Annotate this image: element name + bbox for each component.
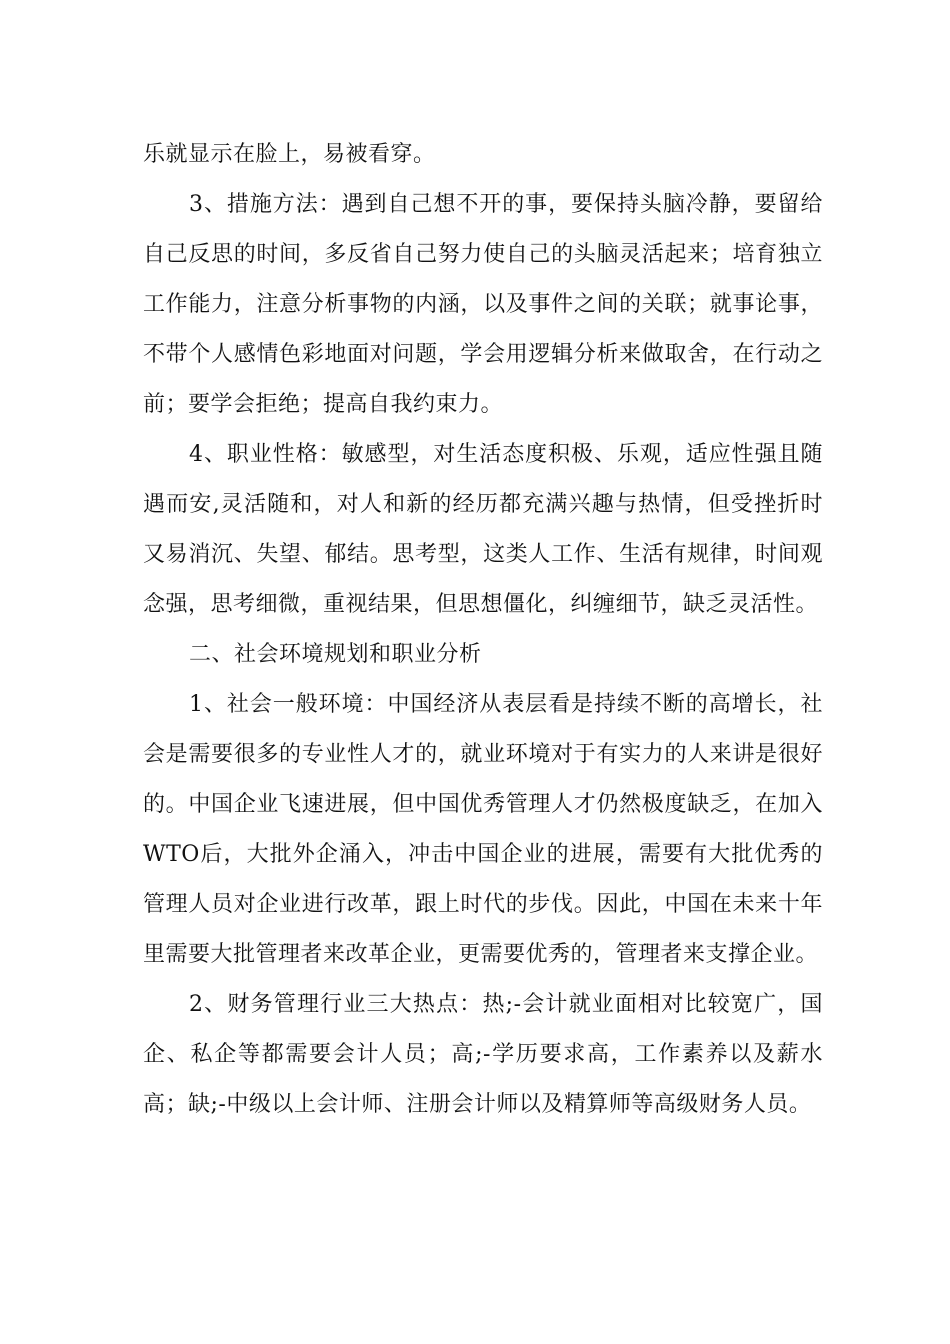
- paragraph-general-environment: 1、社会一般环境：中国经济从表层看是持续不断的高增长，社会是需要很多的专业性人才的，就业环境对于有实力的人来讲是很好的。中国企业飞速进展，但中国优秀管理人才仍然极度缺乏，在加入WTO后，大批外企涌入，冲击中国企业的进展，需要有大批优秀的管理人员对企业进行改革，跟上时代的步伐。因此，中国在未来十年里需要大批管理者来改革企业，更需要优秀的，管理者来支撑企业。: [143, 692, 823, 967]
- paragraph-career-personality: 4、职业性格：敏感型，对生活态度积极、乐观，适应性强且随遇而安,灵活随和，对人和新的经历都充满兴趣与热情，但受挫折时又易消沉、失望、郁结。思考型，这类人工作、生活有规律，时间观念强，思考细微，重视结果，但思想僵化，纠缠细节，缺乏灵活性。: [143, 442, 823, 617]
- document-page: [143, 130, 823, 1130]
- paragraph-continuation: 乐就显示在脸上，易被看穿。: [143, 142, 436, 167]
- section-heading-social-environment: 二、社会环境规划和职业分析: [189, 642, 482, 667]
- paragraph-finance-hotspots: 2、财务管理行业三大热点：热;-会计就业面相对比较宽广，国企、私企等都需要会计人员；高;-学历要求高，工作素养以及薪水高；缺;-中级以上会计师、注册会计师以及精算师等高级财务人员。: [143, 992, 823, 1117]
- paragraph-measures: 3、措施方法：遇到自己想不开的事，要保持头脑冷静，要留给自己反思的时间，多反省自己努力使自己的头脑灵活起来；培育独立工作能力，注意分析事物的内涵，以及事件之间的关联；就事论事，不带个人感情色彩地面对问题，学会用逻辑分析来做取舍，在行动之前；要学会拒绝；提高自我约束力。: [143, 192, 823, 417]
